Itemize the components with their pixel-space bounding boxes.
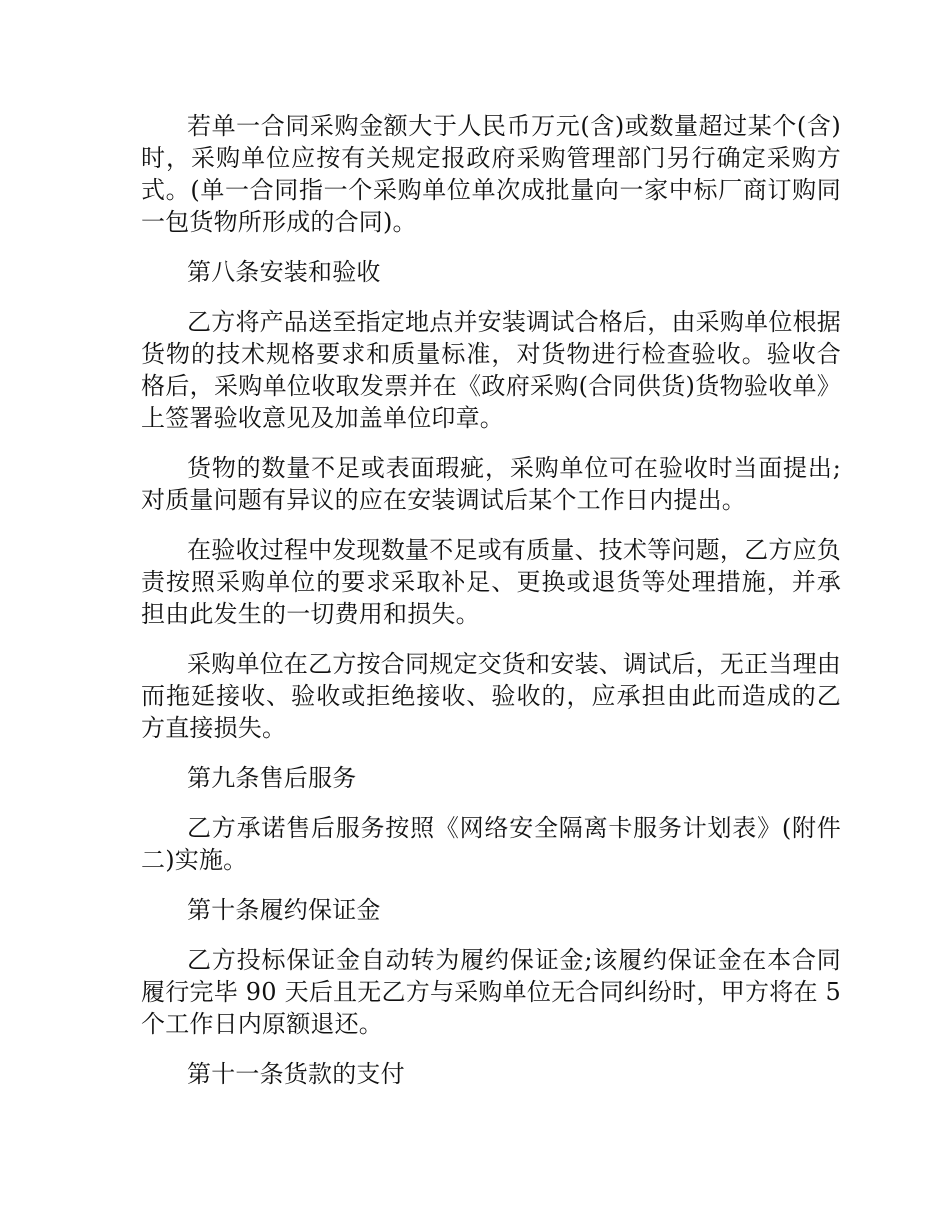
paragraph-after-sales: 乙方承诺售后服务按照《网络安全隔离卡服务计划表》(附件二)实施。 — [141, 814, 841, 874]
heading-article-10: 第十条履约保证金 — [187, 896, 381, 924]
paragraph-quantity-defects: 货物的数量不足或表面瑕疵，采购单位可在验收时当面提出;对质量问题有异议的应在安装调试后某个工作日内提出。 — [141, 454, 841, 514]
paragraph-performance-bond: 乙方投标保证金自动转为履约保证金;该履约保证金在本合同履行完毕 90 天后且无乙方与采购单位无合同纠纷时，甲方将在 5 个工作日内原额退还。 — [141, 946, 841, 1038]
heading-article-8: 第八条安装和验收 — [187, 258, 381, 286]
paragraph-installation-acceptance: 乙方将产品送至指定地点并安装调试合格后，由采购单位根据货物的技术规格要求和质量标准，对货物进行检查验收。验收合格后，采购单位收取发票并在《政府采购(合同供货)货物验收单》上签署验收意见及加盖单位印章。 — [141, 308, 841, 432]
paragraph-delay-liability: 采购单位在乙方按合同规定交货和安装、调试后，无正当理由而拖延接收、验收或拒绝接收、验收的，应承担由此而造成的乙方直接损失。 — [141, 650, 841, 742]
paragraph-quality-issues: 在验收过程中发现数量不足或有质量、技术等问题，乙方应负责按照采购单位的要求采取补足、更换或退货等处理措施，并承担由此发生的一切费用和损失。 — [141, 536, 841, 628]
heading-article-9: 第九条售后服务 — [187, 764, 357, 792]
paragraph-procurement-amount: 若单一合同采购金额大于人民币万元(含)或数量超过某个(含)时，采购单位应按有关规定报政府采购管理部门另行确定采购方式。(单一合同指一个采购单位单次成批量向一家中标厂商订购同一包货物所形成的合同)。 — [141, 112, 841, 236]
heading-article-11: 第十一条货款的支付 — [187, 1060, 405, 1088]
document-body — [141, 110, 841, 1108]
